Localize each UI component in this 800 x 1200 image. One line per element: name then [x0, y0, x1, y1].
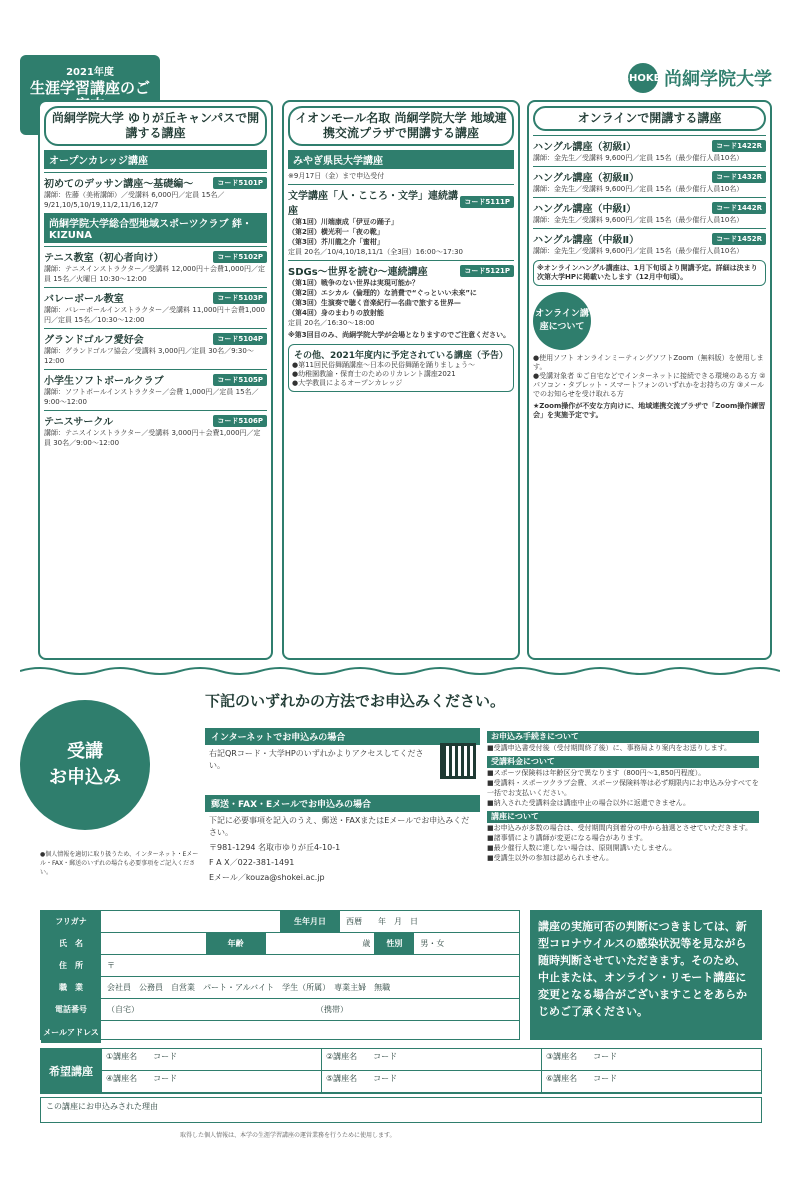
online-info: ●受講対象者 ①ご自宅などでインターネットに接続できる環境のある方 ②パソコン・タブレット・スマートフォンのいずれかをお持ちの方 ③メールでのお知らせを受け取れる方	[533, 372, 766, 398]
course-title: SDGs～世界を読む～連続講座	[288, 267, 428, 278]
reason-field[interactable]: この講座にお申込みされた理由	[40, 1097, 762, 1123]
upcoming-heading: その他、2021年度内に予定されている講座（予告）	[293, 351, 509, 361]
mail-label: メールアドレス	[41, 1021, 101, 1043]
course-code: コード5104P	[213, 333, 267, 345]
course-item	[288, 260, 514, 328]
wish-slot[interactable]: ①講座名 コード	[101, 1049, 321, 1071]
wish-label: 希望講座	[41, 1049, 101, 1093]
session-line: （第2回）エシカル（倫理的）な消費で“ぐっといい未来”に	[288, 289, 477, 297]
course-item	[44, 369, 267, 407]
name-field[interactable]	[101, 933, 206, 954]
deadline-note: ※9月17日（金）まで申込受付	[288, 172, 385, 180]
qr-code-icon[interactable]	[440, 743, 476, 779]
session-line: （第1回）戦争のない世界は実現可能か？	[288, 279, 419, 287]
column-heading: 尚絅学院大学 ゆりが丘キャンパスで開講する講座	[44, 106, 267, 146]
address-field[interactable]: 〒	[107, 961, 115, 970]
session-line: （第2回）横光利一「夜の靴」	[288, 228, 384, 236]
course-item	[44, 172, 267, 210]
note-item: ■スポーツ保険料は年齢区分で異なります（800円～1,850円程度）。	[487, 769, 706, 777]
course-item	[44, 410, 267, 448]
furigana-field[interactable]	[101, 911, 280, 932]
note-item: ■納入された受講料金は講座中止の場合以外に返還できません。	[487, 799, 691, 807]
note-item: ■受講料・スポーツクラブ会費、スポーツ保険料等は必ず期限内にお申込み分すべてを一括でお支払いください。	[487, 779, 759, 797]
fax: F A X／022-381-1491	[209, 858, 295, 867]
course-item	[533, 166, 766, 194]
course-title: ハングル講座（中級Ⅰ）	[533, 204, 637, 215]
course-details: 講師：ソフトボールインストラクター／会費 1,000円／定員 15名／9:00～12:00	[44, 388, 259, 406]
session-line: （第4回）身のまわりの放射能	[288, 309, 384, 317]
wish-slot[interactable]: ⑤講座名 コード	[321, 1071, 541, 1093]
course-item	[533, 197, 766, 225]
mobile-phone-field[interactable]: （携帯）	[316, 1005, 348, 1014]
sex-label: 性別	[374, 933, 414, 954]
wish-slot[interactable]: ③講座名 コード	[541, 1049, 761, 1071]
birth-field[interactable]: 西暦 年 月 日	[346, 917, 418, 926]
course-details: 講師：バレーボールインストラクター／受講料 11,000円＋会費1,000円／定員 15名／10:30～12:00	[44, 306, 265, 324]
course-code: コード5103P	[213, 292, 267, 304]
venue-note: ※第3回目のみ、尚絅学院大学が会場となりますのでご注意ください。	[288, 331, 511, 339]
note-item: ■受講申込書受付後（受付期間終了後）に、事務局より案内をお送りします。	[487, 744, 732, 752]
apply-circle-line1: 受講	[67, 741, 103, 762]
upcoming-item: ●第11回民俗舞踊講座～日本の民俗舞踊を踊りましょう～	[292, 361, 476, 369]
hangul-note: ※オンラインハングル講座は、1月下旬頃より開講予定。詳細は決まり次第大学HPに掲載いたします（12月中旬頃）。	[533, 260, 766, 286]
email[interactable]: Eメール／kouza@shokei.ac.jp	[209, 873, 325, 882]
course-details: 講師：グランドゴルフ協会／受講料 3,000円／定員 30名／9:30～12:00	[44, 347, 254, 365]
notes-heading: 講座について	[487, 811, 759, 823]
name-label: 氏 名	[41, 933, 101, 954]
footer-note: 取得した個人情報は、本学の生涯学習講座の運営業務を行うために使用します。	[180, 1132, 396, 1139]
job-options[interactable]: 会社員 公務員 自営業 パート・アルバイト 学生（所属） 専業主婦 無職	[107, 983, 391, 992]
wish-slot[interactable]: ②講座名 コード	[321, 1049, 541, 1071]
zoom-practice-note: ★Zoom操作が不安な方向けに、地域連携交流プラザで「Zoom操作練習会」を実施予定です。	[533, 402, 766, 419]
course-item	[44, 287, 267, 325]
course-wish-table	[40, 1048, 762, 1094]
course-details: 定員 20名／16:30～18:00	[288, 319, 375, 327]
course-details: 講師：金先生／受講料 9,600円／定員 15名（最少催行人員10名）	[533, 216, 744, 224]
upcoming-item: ●幼稚園教諭・保育士のためのリカレント講座2021	[292, 370, 456, 378]
course-title: グランドゴルフ愛好会	[44, 335, 144, 346]
apply-circle-line2: お申込み	[49, 767, 121, 788]
privacy-note: ●個人情報を適切に取り扱うため、インターネット・Eメール・FAX・郵送のいずれの場合も必要事項をご記入ください。	[40, 851, 199, 876]
apply-circle	[20, 700, 150, 830]
course-item	[44, 246, 267, 284]
birth-label: 生年月日	[280, 911, 340, 932]
course-details: 講師：金先生／受講料 9,600円／定員 15名（最少催行人員10名）	[533, 247, 744, 255]
course-title: テニスサークル	[44, 417, 114, 428]
course-code: コード1422R	[712, 140, 766, 152]
university-logo	[621, 63, 772, 93]
session-line: （第3回）生演奏で聴く音楽紀行—名曲で旅する世界—	[288, 299, 461, 307]
course-code: コード5101P	[213, 177, 267, 189]
year-label: 2021年度	[66, 67, 114, 78]
section-band: 尚絅学院大学総合型地域スポーツクラブ 絆・KIZUNA	[44, 213, 267, 243]
address: 〒981-1294 名取市ゆりが丘4-10-1	[209, 843, 341, 852]
course-details: 講師：金先生／受講料 9,600円／定員 15名（最少催行人員10名）	[533, 154, 744, 162]
application-form	[40, 910, 520, 1040]
online-courses-column	[527, 100, 772, 660]
job-label: 職 業	[41, 977, 101, 998]
note-item: ■受講生以外の参加は認められません。	[487, 854, 614, 862]
course-code: コード5111P	[460, 196, 514, 208]
course-title: ハングル講座（初級Ⅱ）	[533, 173, 640, 184]
section-band: みやぎ県民大学講座	[288, 150, 514, 169]
note-item: ■お申込みが多数の場合は、受付期間内到着分の中から抽選とさせていただきます。	[487, 824, 753, 832]
course-title: ハングル講座（初級Ⅰ）	[533, 142, 637, 153]
page-title: 生涯学習講座のご	[29, 79, 150, 97]
online-info: ●使用ソフト オンラインミーティングソフトZoom（無料版）を使用します。	[533, 354, 764, 371]
notes-heading: お申込み手続きについて	[487, 731, 759, 743]
course-details: 定員 20名／10/4,10/18,11/1（全3回）16:00～17:30	[288, 248, 463, 256]
course-title: テニス教室（初心者向け）	[44, 253, 164, 264]
course-code: コード5102P	[213, 251, 267, 263]
plaza-courses-column	[282, 100, 520, 660]
mail-field[interactable]	[101, 1021, 519, 1043]
course-code: コード5106P	[213, 415, 267, 427]
note-item: ■最少催行人数に達しない場合は、原則開講いたしません。	[487, 844, 677, 852]
method-heading: インターネットでお申込みの場合	[205, 728, 480, 745]
section-band: オープンカレッジ講座	[44, 150, 267, 169]
internet-method	[205, 728, 480, 775]
course-title: 小学生ソフトボールクラブ	[44, 376, 164, 387]
session-line: （第1回）川端康成「伊豆の踊子」	[288, 218, 398, 226]
upcoming-item: ●大学教員によるオープンカレッジ	[292, 379, 403, 387]
logo-text: 尚絅学院大学	[664, 69, 772, 90]
column-heading: オンラインで開講する講座	[533, 106, 766, 131]
session-line: （第3回）芥川龍之介「蜜柑」	[288, 238, 384, 246]
course-code: コード5105P	[213, 374, 267, 386]
wish-slot[interactable]: ④講座名 コード	[101, 1071, 321, 1093]
home-phone-field[interactable]: （自宅）	[107, 1005, 139, 1014]
online-badge: オンライン講座について	[533, 292, 591, 350]
method-heading: 郵送・FAX・Eメールでお申込みの場合	[205, 795, 480, 812]
course-details: 講師：テニスインストラクター／受講料 12,000円＋会費1,000円／定員 15名／火曜日 10:30～12:00	[44, 265, 265, 283]
course-item	[533, 228, 766, 256]
apply-title: 下記のいずれかの方法でお申込みください。	[205, 692, 506, 710]
course-code: コード1452R	[712, 233, 766, 245]
course-code: コード1432R	[712, 171, 766, 183]
course-code: コード5121P	[460, 265, 514, 277]
mail-method	[205, 795, 480, 887]
application-notes	[487, 728, 759, 863]
course-item	[533, 135, 766, 163]
course-item	[288, 184, 514, 257]
course-code: コード1442R	[712, 202, 766, 214]
course-title: 文学講座「人・こころ・文学」連続講座	[288, 191, 458, 217]
age-field[interactable]: 歳	[362, 939, 371, 948]
tel-label: 電話番号	[41, 999, 101, 1020]
course-title: 初めてのデッサン講座～基礎編～	[44, 179, 194, 190]
address-label: 住 所	[41, 955, 101, 976]
note-item: ■諸事情により講師が変更になる場合があります。	[487, 834, 648, 842]
furigana-label: フリガナ	[41, 911, 101, 932]
wish-slot[interactable]: ⑥講座名 コード	[541, 1071, 761, 1093]
column-heading: イオンモール名取 尚絅学院大学 地域連携交流プラザで開講する講座	[288, 106, 514, 146]
course-title: ハングル講座（中級Ⅱ）	[533, 235, 640, 246]
method-text: 右記QRコード・大学HPのいずれかよりアクセスしてください。	[209, 749, 424, 770]
upcoming-box	[288, 344, 514, 392]
logo-mark-icon: SHOKEI	[628, 63, 658, 93]
sex-field[interactable]: 男・女	[420, 939, 445, 948]
covid-notice: 講座の実施可否の判断につきましては、新型コロナウイルスの感染状況等を見ながら随時判断させていただきます。そのため、中止または、オンライン・リモート講座に変更となる場合がございますことをあらかじめご了承ください。	[530, 910, 762, 1040]
method-text: 下記に必要事項を記入のうえ、郵送・FAXまたはEメールでお申込みください。	[209, 816, 470, 837]
campus-courses-column	[38, 100, 273, 660]
course-details: 講師：佐藤（美術講師）／受講料 6,000円／定員 15名／9/21,10/5,10/19,11/2,11/16,12/7	[44, 191, 225, 209]
course-details: 講師：テニスインストラクター／受講料 3,000円＋会費1,000円／定員 30名／9:00～12:00	[44, 429, 261, 447]
notes-heading: 受講料金について	[487, 756, 759, 768]
course-item	[44, 328, 267, 366]
course-title: バレーボール教室	[44, 294, 124, 305]
course-details: 講師：金先生／受講料 9,600円／定員 15名（最少催行人員10名）	[533, 185, 744, 193]
age-label: 年齢	[206, 933, 266, 954]
divider-wave	[20, 665, 780, 677]
